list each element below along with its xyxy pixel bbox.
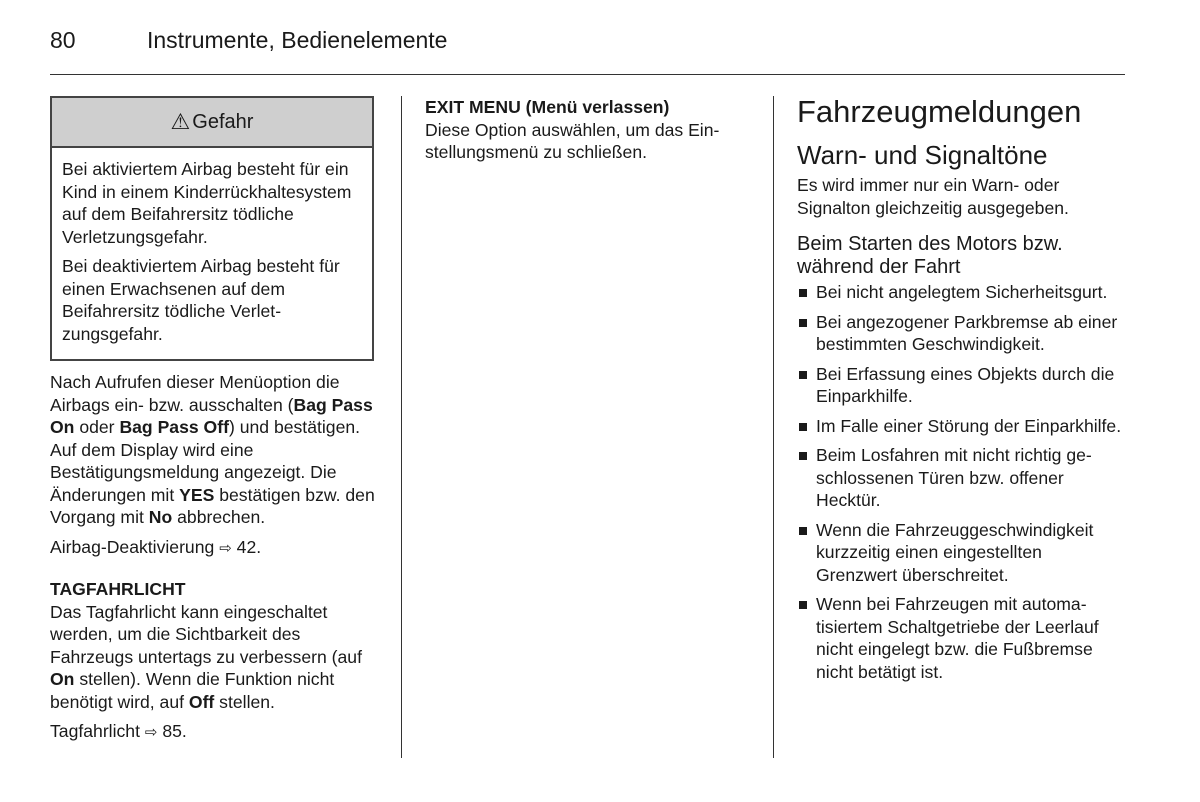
column-divider-1 [401, 96, 402, 758]
header-divider [50, 74, 1125, 75]
bullet-square-icon [799, 319, 807, 327]
bullet-square-icon [799, 371, 807, 379]
exit-menu-text: Diese Option auswählen, um das Einstellungsmenü zu schließen. [425, 119, 720, 162]
column-middle [425, 96, 755, 171]
list-item-text: Im Falle einer Störung der Einparkhilfe. [816, 415, 1122, 436]
yes-label: YES [179, 484, 215, 505]
bullet-square-icon [799, 527, 807, 535]
arrow-right-icon: ⇨ [219, 539, 232, 557]
subsubsection-heading: Beim Starten des Motors bzw. während der Fahrt [797, 233, 1063, 278]
no-label: No [148, 507, 173, 527]
bullet-square-icon [799, 452, 807, 460]
xref-daylight: Tagfahrlicht ⇨ 85. [50, 721, 187, 741]
exit-menu-title: EXIT MENU (Menü verlassen) [425, 97, 670, 117]
list-item [797, 444, 1127, 512]
list-item-text: Bei Erfassung eines Objekts durch die Einparkhilfe. [816, 363, 1115, 406]
section-title-daylight: TAGFAHRLICHT [50, 579, 186, 599]
section-heading: Fahrzeugmeldungen [797, 94, 1082, 129]
page-header-title: Instrumente, Bedienelemente [147, 27, 448, 53]
warning-box [50, 96, 374, 361]
warning-header [52, 98, 372, 148]
column-left [50, 96, 380, 752]
warning-title: Gefahr [192, 110, 254, 133]
list-item-text: Wenn bei Fahrzeugen mit automatisiertem Schaltgetriebe der Leerlauf nicht eingelegt bzw. die Fußbremse nicht betätigt ist. [816, 594, 1099, 682]
off-label: Off [188, 691, 215, 712]
list-item [797, 415, 1127, 438]
daylight-paragraph: Das Tagfahrlicht kann eingeschaltet werden, um die Sichtbarkeit des Fahrzeugs untertags zu verbessern (auf On stellen). Wenn die Funktion nicht benötigt wird, auf Off stellen. [50, 601, 362, 712]
list-item-text: Bei nicht angelegtem Sicherheitsgurt. [816, 282, 1108, 302]
list-item [797, 311, 1127, 356]
bullet-square-icon [799, 289, 807, 297]
warning-body [52, 148, 372, 359]
bullet-list [797, 281, 1127, 683]
airbag-paragraph: Nach Aufrufen dieser Menüoption die Airbags ein- bzw. ausschalten (Bag Pass On oder Bag Pass Off) und bestätigen. Auf dem Display wird eine Bestätigungsmeldung angezeigt. Die Änderungen mit YES bestätigen bzw. den Vorgang mit No abbrechen. [50, 372, 375, 527]
subsection-heading: Warn- und Signaltöne [797, 140, 1048, 170]
intro-paragraph: Es wird immer nur ein Warn- oder Signalton gleichzeitig ausgegeben. [797, 175, 1069, 218]
list-item [797, 593, 1127, 683]
warning-paragraph-1: Bei aktiviertem Airbag besteht für ein Kind in einem Kinderrückhaltesystem auf dem Beifahrersitz tödliche Verletzungsgefahr. [62, 159, 352, 247]
page-number: 80 [50, 27, 76, 53]
list-item [797, 519, 1127, 587]
bag-pass-on-label: Bag Pass On [50, 394, 373, 437]
list-item [797, 363, 1127, 408]
bullet-square-icon [799, 423, 807, 431]
bag-pass-off-label: Bag Pass Off [119, 417, 229, 437]
warning-triangle-icon: ⚠ [170, 108, 191, 134]
list-item-text: Beim Losfahren mit nicht richtig geschlossenen Türen bzw. offener Hecktür. [816, 445, 1092, 510]
list-item-text: Wenn die Fahrzeuggeschwindigkeit kurzzeitig einen eingestellten Grenzwert überschreitet. [816, 519, 1094, 585]
list-item [797, 281, 1127, 304]
column-divider-2 [773, 96, 774, 758]
bullet-square-icon [799, 601, 807, 609]
list-item-text: Bei angezogener Parkbremse ab einer bestimmten Geschwindigkeit. [816, 311, 1118, 354]
on-label: On [50, 669, 75, 689]
xref-airbag: Airbag-Deaktivierung ⇨ 42. [50, 536, 262, 557]
warning-paragraph-2: Bei deaktiviertem Airbag besteht für einen Erwachsenen auf dem Beifahrersitz tödliche Verletzungsgefahr. [62, 256, 340, 344]
arrow-right-icon: ⇨ [144, 724, 158, 741]
column-right [797, 92, 1127, 690]
